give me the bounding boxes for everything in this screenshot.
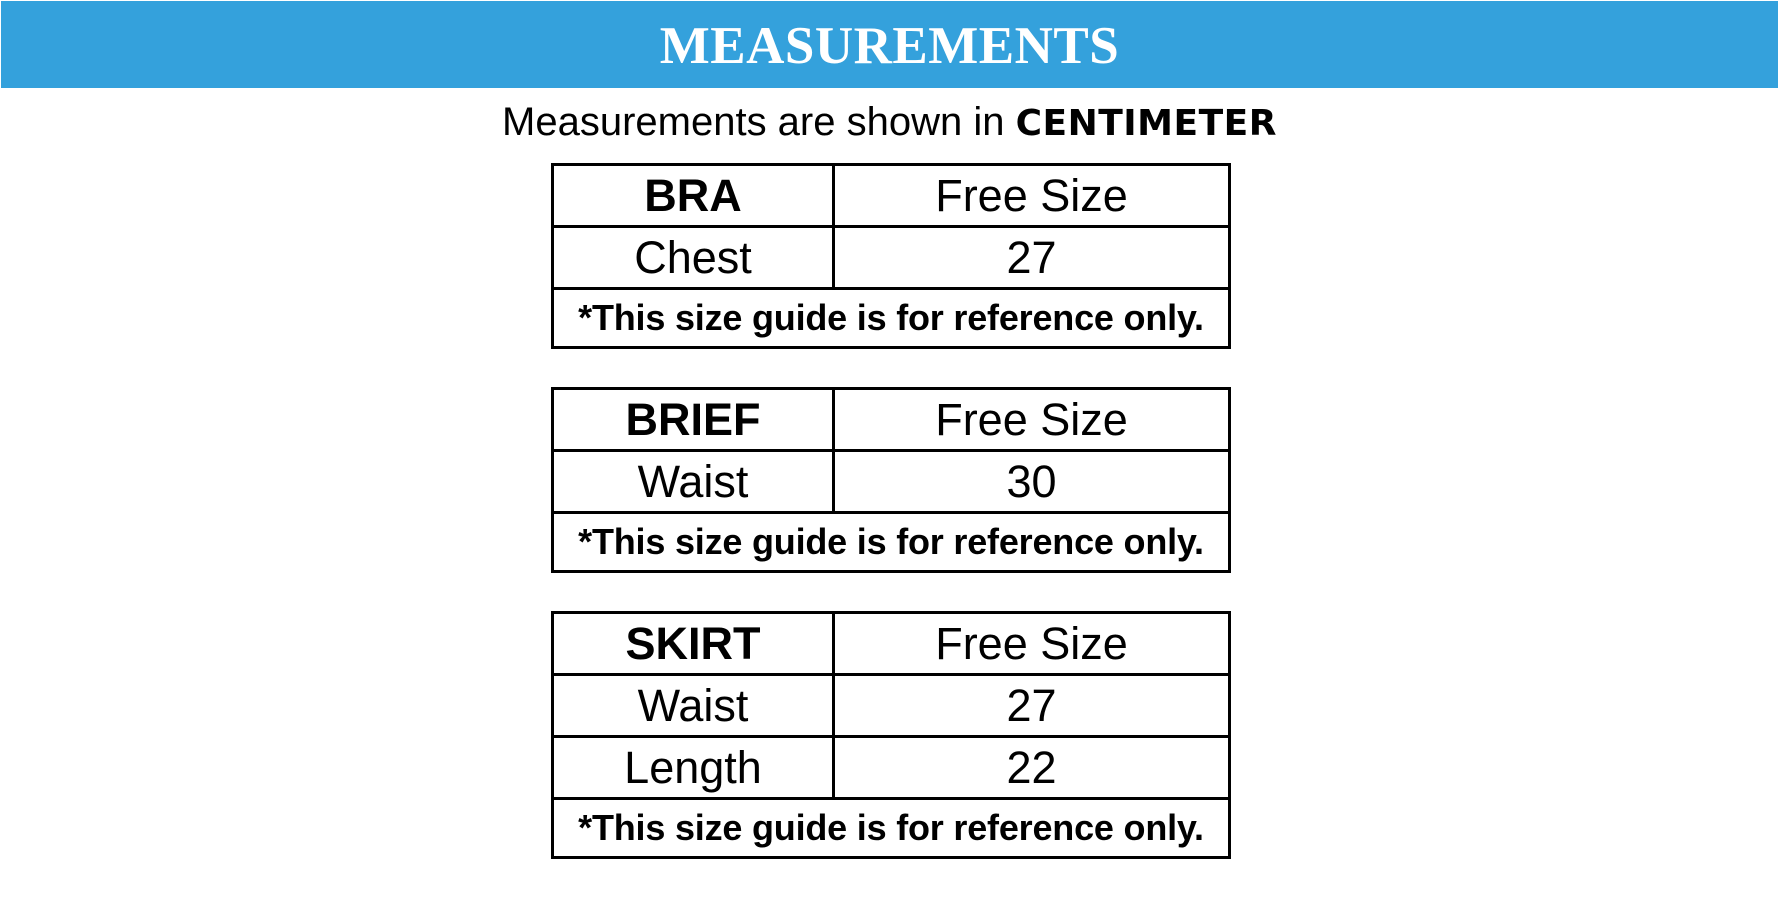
- measure-label: Chest: [553, 227, 834, 289]
- table-note-row: [553, 289, 1230, 348]
- measure-label: Waist: [553, 675, 834, 737]
- table-note-row: [553, 513, 1230, 572]
- table-row: [553, 675, 1230, 737]
- table-header-row: [553, 389, 1230, 451]
- measure-value: 30: [834, 451, 1230, 513]
- measure-value: 27: [834, 675, 1230, 737]
- table-row: [553, 737, 1230, 799]
- size-header: Free Size: [834, 165, 1230, 227]
- garment-name: SKIRT: [553, 613, 834, 675]
- unit-notice-text: Measurements are shown in: [502, 100, 1016, 144]
- table-header-row: [553, 165, 1230, 227]
- table-row: [553, 451, 1230, 513]
- measure-label: Waist: [553, 451, 834, 513]
- size-table-skirt: [551, 611, 1231, 859]
- header-banner: [1, 1, 1778, 88]
- page-title: MEASUREMENTS: [659, 16, 1120, 75]
- reference-note: *This size guide is for reference only.: [553, 799, 1230, 858]
- reference-note: *This size guide is for reference only.: [553, 513, 1230, 572]
- size-header: Free Size: [834, 613, 1230, 675]
- size-table-brief: [551, 387, 1231, 573]
- reference-note: *This size guide is for reference only.: [553, 289, 1230, 348]
- garment-name: BRIEF: [553, 389, 834, 451]
- measure-value: 22: [834, 737, 1230, 799]
- size-table-bra: [551, 163, 1231, 349]
- table-row: [553, 227, 1230, 289]
- size-header: Free Size: [834, 389, 1230, 451]
- measure-value: 27: [834, 227, 1230, 289]
- unit-label: CENTIMETER: [1015, 103, 1277, 144]
- garment-name: BRA: [553, 165, 834, 227]
- measure-label: Length: [553, 737, 834, 799]
- table-header-row: [553, 613, 1230, 675]
- unit-notice: [0, 96, 1779, 150]
- table-note-row: [553, 799, 1230, 858]
